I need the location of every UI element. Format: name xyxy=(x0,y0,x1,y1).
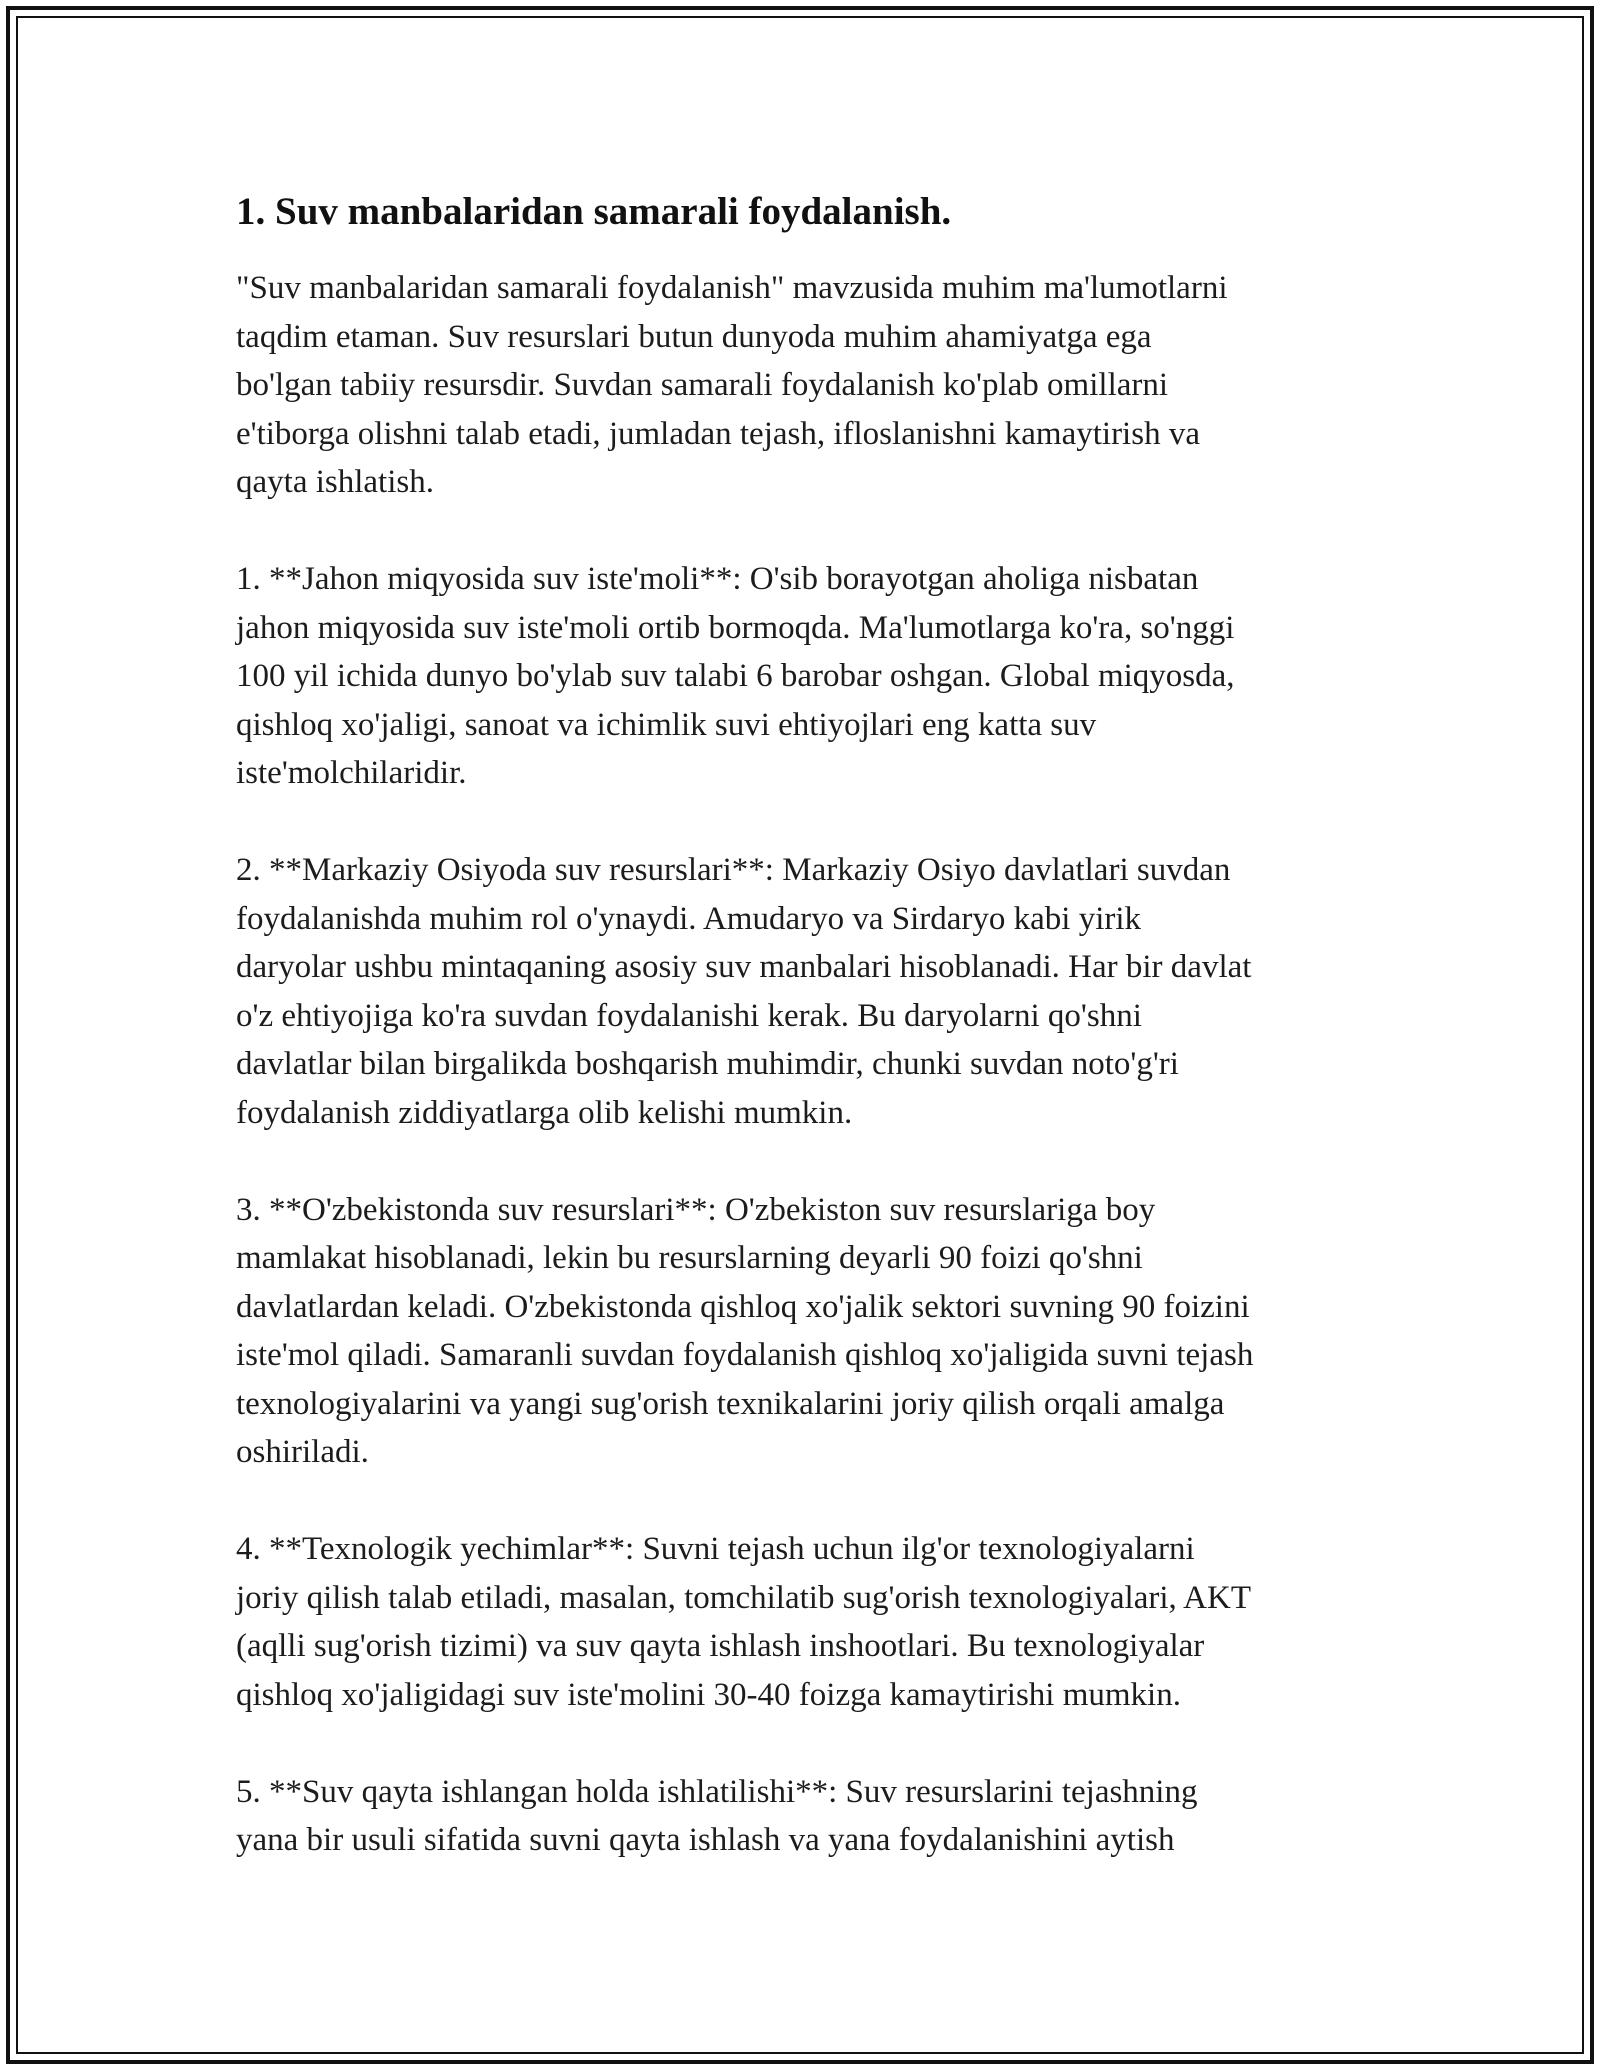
text-line: jahon miqyosida suv iste'moli ortib bormoqda. Ma'lumotlarga ko'ra, so'nggi xyxy=(236,609,1235,646)
text-line: qishloq xo'jaligi, sanoat va ichimlik suvi ehtiyojlari eng katta suv xyxy=(236,706,1097,743)
paragraph xyxy=(236,1525,1376,1719)
text-line: qayta ishlatish. xyxy=(236,464,434,500)
text-line: joriy qilish talab etiladi, masalan, tomchilatib sug'orish texnologiyalari, AKT xyxy=(236,1579,1252,1616)
text-line: qishloq xo'jaligidagi suv iste'molini 30-40 foizga kamaytirishi mumkin. xyxy=(236,1676,1181,1713)
text-line: 100 yil ichida dunyo bo'ylab suv talabi 6 barobar oshgan. Global miqyosda, xyxy=(236,658,1235,694)
text-line: 2. **Markaziy Osiyoda suv resurslari**: Markaziy Osiyo davlatlari suvdan xyxy=(236,852,1231,888)
paragraph xyxy=(236,264,1376,507)
text-line: 5. **Suv qayta ishlangan holda ishlatilishi**: Suv resurslarini tejashning xyxy=(236,1773,1198,1810)
text-line: iste'mol qiladi. Samaranli suvdan foydalanish qishloq xo'jaligida suvni tejash xyxy=(236,1337,1254,1373)
document-body xyxy=(236,188,1376,1913)
text-line: iste'molchilaridir. xyxy=(236,755,467,791)
text-line: e'tiborga olishni talab etadi, jumladan tejash, ifloslanishni kamaytirish va xyxy=(236,415,1200,452)
text-line: o'z ehtiyojiga ko'ra suvdan foydalanishi kerak. Bu daryolarni qo'shni xyxy=(236,997,1142,1034)
text-line: davlatlardan keladi. O'zbekistonda qishloq xo'jalik sektori suvning 90 foizini xyxy=(236,1288,1250,1325)
text-line: mamlakat hisoblanadi, lekin bu resurslarning deyarli 90 foizi qo'shni xyxy=(236,1240,1143,1276)
paragraph-list xyxy=(236,264,1376,1865)
paragraph xyxy=(236,1186,1376,1477)
text-line: "Suv manbalaridan samarali foydalanish" mavzusida muhim ma'lumotlarni xyxy=(236,270,1228,306)
text-line: bo'lgan tabiiy resursdir. Suvdan samarali foydalanish ko'plab omillarni xyxy=(236,367,1169,403)
document-title: 1. Suv manbalaridan samarali foydalanish. xyxy=(236,190,952,233)
text-line: yana bir usuli sifatida suvni qayta ishlash va yana foydalanishini aytish xyxy=(236,1822,1175,1858)
text-line: foydalanishda muhim rol o'ynaydi. Amudaryo va Sirdaryo kabi yirik xyxy=(236,900,1142,937)
text-line: 3. **O'zbekistonda suv resurslari**: O'zbekiston suv resurslariga boy xyxy=(236,1191,1156,1228)
text-line: daryolar ushbu mintaqaning asosiy suv manbalari hisoblanadi. Har bir davlat xyxy=(236,949,1252,985)
paragraph xyxy=(236,846,1376,1137)
paragraph xyxy=(236,1768,1376,1865)
paragraph xyxy=(236,555,1376,798)
text-line: 1. **Jahon miqyosida suv iste'moli**: O'sib borayotgan aholiga nisbatan xyxy=(236,561,1199,597)
text-line: foydalanish ziddiyatlarga olib kelishi mumkin. xyxy=(236,1094,853,1131)
text-line: davlatlar bilan birgalikda boshqarish muhimdir, chunki suvdan noto'g'ri xyxy=(236,1046,1179,1082)
text-line: oshiriladi. xyxy=(236,1434,369,1470)
text-line: taqdim etaman. Suv resurslari butun dunyoda muhim ahamiyatga ega xyxy=(236,318,1152,355)
text-line: 4. **Texnologik yechimlar**: Suvni tejash uchun ilg'or texnologiyalarni xyxy=(236,1531,1195,1567)
text-line: texnologiyalarini va yangi sug'orish texnikalarini joriy qilish orqali amalga xyxy=(236,1385,1225,1422)
text-line: (aqlli sug'orish tizimi) va suv qayta ishlash inshootlari. Bu texnologiyalar xyxy=(236,1628,1205,1664)
